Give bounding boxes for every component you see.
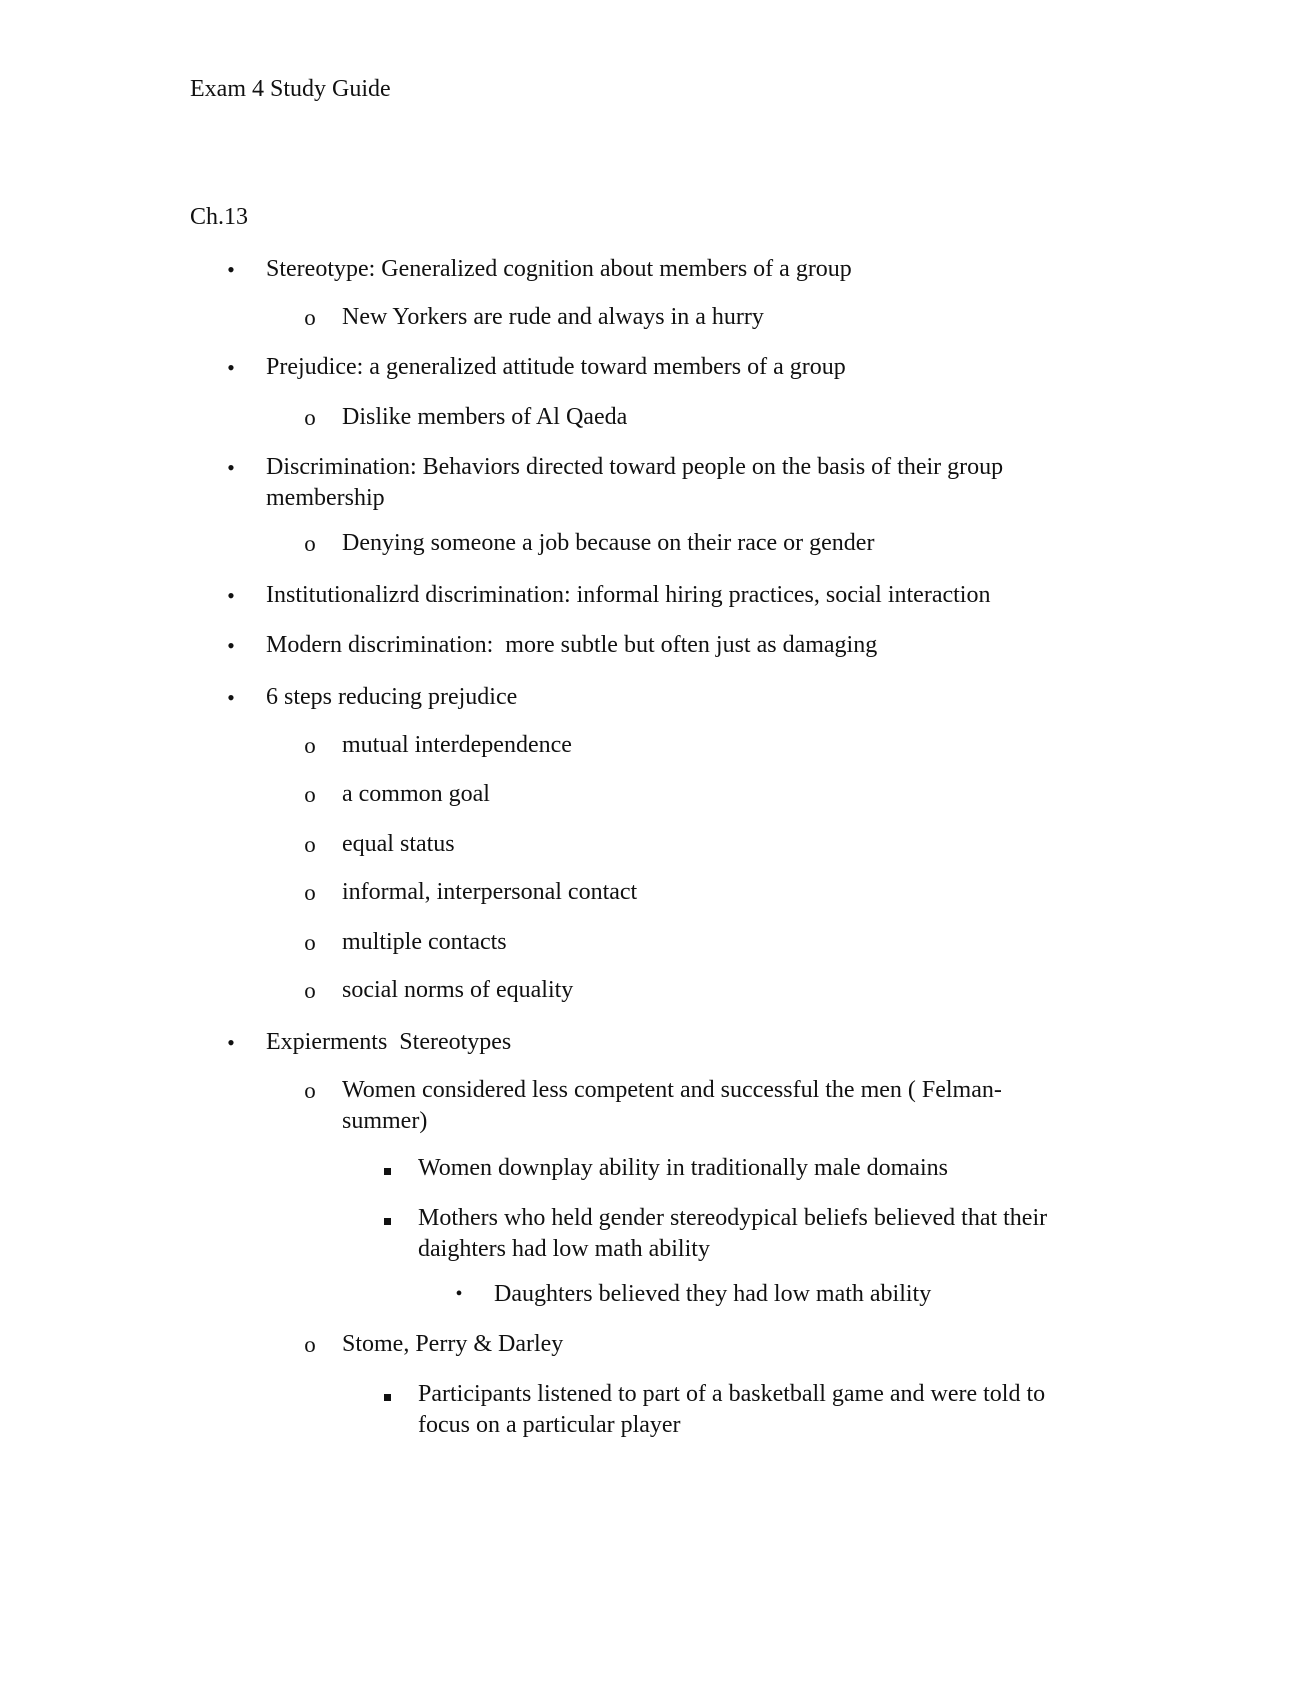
chapter-heading: Ch.13 <box>190 204 249 230</box>
list-item <box>227 682 1086 713</box>
circle-marker: o <box>304 930 316 955</box>
bullet-marker: • <box>227 633 235 658</box>
list-item <box>227 352 1086 383</box>
circle-marker: o <box>304 733 316 758</box>
list-item <box>227 630 1086 661</box>
list-item <box>304 528 1082 559</box>
list-item-text: Prejudice: a generalized attitude toward members of a group <box>266 354 846 380</box>
list-item <box>304 975 1082 1006</box>
square-bullet-marker <box>372 1379 402 1410</box>
list-item <box>304 730 1082 761</box>
list-item <box>227 452 1066 514</box>
list-item-text: mutual interdependence <box>342 732 572 758</box>
list-item <box>304 877 1082 908</box>
bullet-marker: • <box>227 583 235 608</box>
list-item-text: Daughters believed they had low math ability <box>494 1281 932 1307</box>
list-item-text: Expierments Stereotypes <box>266 1029 512 1055</box>
bullet-marker: • <box>227 257 235 282</box>
circle-marker: o <box>304 782 316 807</box>
list-item <box>227 1027 1086 1058</box>
list-item-text: Women considered less competent and successful the men ( Felman-summer) <box>342 1077 1002 1134</box>
list-item <box>304 927 1082 958</box>
circle-marker: o <box>304 880 316 905</box>
list-item-text: social norms of equality <box>342 977 574 1003</box>
bullet-marker: • <box>227 1030 235 1055</box>
circle-marker: o <box>304 1078 316 1103</box>
list-item <box>455 1279 1094 1310</box>
list-item-text: equal status <box>342 831 455 857</box>
list-item-text: Dislike members of Al Qaeda <box>342 404 628 430</box>
list-item <box>418 1379 1098 1441</box>
list-item <box>304 1075 1042 1137</box>
square-bullet-marker <box>372 1203 402 1234</box>
bullet-marker: • <box>227 455 235 480</box>
list-item-text: multiple contacts <box>342 929 507 955</box>
list-item <box>304 829 1082 860</box>
circle-marker: o <box>304 405 316 430</box>
list-item-text: informal, interpersonal contact <box>342 879 638 905</box>
bullet-marker: • <box>455 1283 463 1305</box>
list-item <box>304 1329 1082 1360</box>
circle-marker: o <box>304 832 316 857</box>
list-item-text: New Yorkers are rude and always in a hurry <box>342 304 764 330</box>
circle-marker: o <box>304 1332 316 1357</box>
list-item <box>304 779 1082 810</box>
circle-marker: o <box>304 305 316 330</box>
bullet-marker: • <box>227 355 235 380</box>
list-item-text: Stereotype: Generalized cognition about members of a group <box>266 256 852 282</box>
list-item <box>418 1153 1098 1184</box>
list-item-text: Discrimination: Behaviors directed toward people on the basis of their group membership <box>266 454 1004 511</box>
circle-marker: o <box>304 531 316 556</box>
list-item-text: Denying someone a job because on their race or gender <box>342 530 875 556</box>
list-item-text: 6 steps reducing prejudice <box>266 684 518 710</box>
list-item <box>304 402 1082 433</box>
bullet-marker: • <box>227 685 235 710</box>
list-item-text: Participants listened to part of a basketball game and were told to focus on a particular player <box>418 1381 1046 1438</box>
list-item-text: a common goal <box>342 781 490 807</box>
list-item <box>227 254 1086 285</box>
list-item <box>418 1203 1098 1265</box>
list-item-text: Modern discrimination: more subtle but often just as damaging <box>266 632 878 658</box>
circle-marker: o <box>304 978 316 1003</box>
list-item-text: Stome, Perry & Darley <box>342 1331 564 1357</box>
list-item-text: Mothers who held gender stereodypical beliefs believed that their daighters had low math ability <box>418 1205 1048 1262</box>
square-bullet-marker <box>372 1153 402 1184</box>
list-item <box>304 302 1082 333</box>
list-item <box>227 580 1086 611</box>
list-item-text: Institutionalizrd discrimination: informal hiring practices, social interaction <box>266 582 991 608</box>
document-title: Exam 4 Study Guide <box>190 76 391 102</box>
list-item-text: Women downplay ability in traditionally male domains <box>418 1155 948 1181</box>
